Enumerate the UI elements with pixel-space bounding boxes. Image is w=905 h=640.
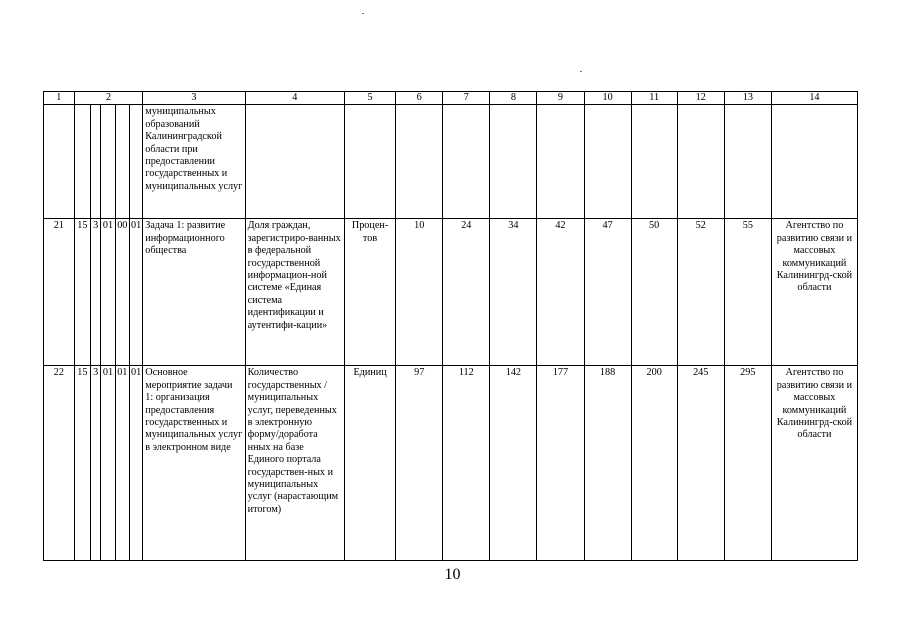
indicators-table <box>43 91 858 561</box>
header-cell: 8 <box>490 92 537 105</box>
value-cell: 245 <box>677 366 724 561</box>
header-cell: 6 <box>396 92 443 105</box>
activity-name: Основное мероприятие задачи 1: организация предоставления государственных и муниципальных услуг в электронном виде <box>143 366 245 561</box>
value-cell: 97 <box>396 366 443 561</box>
code-part: 3 <box>91 366 101 561</box>
scan-speck <box>580 71 582 72</box>
header-cell: 2 <box>74 92 143 105</box>
code-part: 00 <box>115 219 129 366</box>
indicator-name: Количество государственных /муниципальных услуг, переведенных в электронную форму/доработа нных на базе Единого портала государствен-ных и муниципальных услуг (нарастающим итогом) <box>245 366 344 561</box>
value-cell: 10 <box>396 219 443 366</box>
value-cell: 295 <box>724 366 771 561</box>
table-row-continuation <box>44 105 858 219</box>
value-cell: 142 <box>490 366 537 561</box>
code-part: 01 <box>101 219 115 366</box>
header-cell: 3 <box>143 92 245 105</box>
column-number-row <box>44 92 858 105</box>
value-cell: 42 <box>537 219 584 366</box>
task-name: Задача 1: развитие информационного общества <box>143 219 245 366</box>
row-number: 22 <box>44 366 75 561</box>
value-cell: 177 <box>537 366 584 561</box>
code-part: 01 <box>101 366 115 561</box>
scan-speck <box>362 13 364 14</box>
header-cell: 13 <box>724 92 771 105</box>
header-cell: 12 <box>677 92 724 105</box>
header-cell: 5 <box>344 92 395 105</box>
value-cell: 24 <box>443 219 490 366</box>
unit: Единиц <box>344 366 395 561</box>
header-cell: 7 <box>443 92 490 105</box>
header-cell: 14 <box>771 92 857 105</box>
table-row <box>44 366 858 561</box>
code-part: 01 <box>115 366 129 561</box>
value-cell: 200 <box>631 366 677 561</box>
executor: Агентство по развитию связи и массовых коммуникаций Калинингрд-ской области <box>771 219 857 366</box>
header-cell: 10 <box>584 92 631 105</box>
value-cell: 55 <box>724 219 771 366</box>
value-cell: 50 <box>631 219 677 366</box>
value-cell: 52 <box>677 219 724 366</box>
goal-text-continued: муниципальных образований Калининградской области при предоставлении государственных и муниципальных услуг <box>143 105 245 219</box>
code-part: 15 <box>74 366 90 561</box>
value-cell: 188 <box>584 366 631 561</box>
executor: Агентство по развитию связи и массовых коммуникаций Калинингрд-ской области <box>771 366 857 561</box>
indicator-name: Доля граждан, зарегистриро-ванных в федеральной государственной информацион-ной системе «Единая система идентификации и аутентифи-кации» <box>245 219 344 366</box>
header-cell: 4 <box>245 92 344 105</box>
value-cell: 112 <box>443 366 490 561</box>
value-cell: 34 <box>490 219 537 366</box>
code-part: 01 <box>129 219 142 366</box>
page-number: 10 <box>444 566 461 583</box>
row-number: 21 <box>44 219 75 366</box>
table-row <box>44 219 858 366</box>
header-cell: 11 <box>631 92 677 105</box>
code-part: 01 <box>129 366 142 561</box>
value-cell: 47 <box>584 219 631 366</box>
code-part: 15 <box>74 219 90 366</box>
code-part: 3 <box>91 219 101 366</box>
header-cell: 1 <box>44 92 75 105</box>
unit: Процен-тов <box>344 219 395 366</box>
header-cell: 9 <box>537 92 584 105</box>
